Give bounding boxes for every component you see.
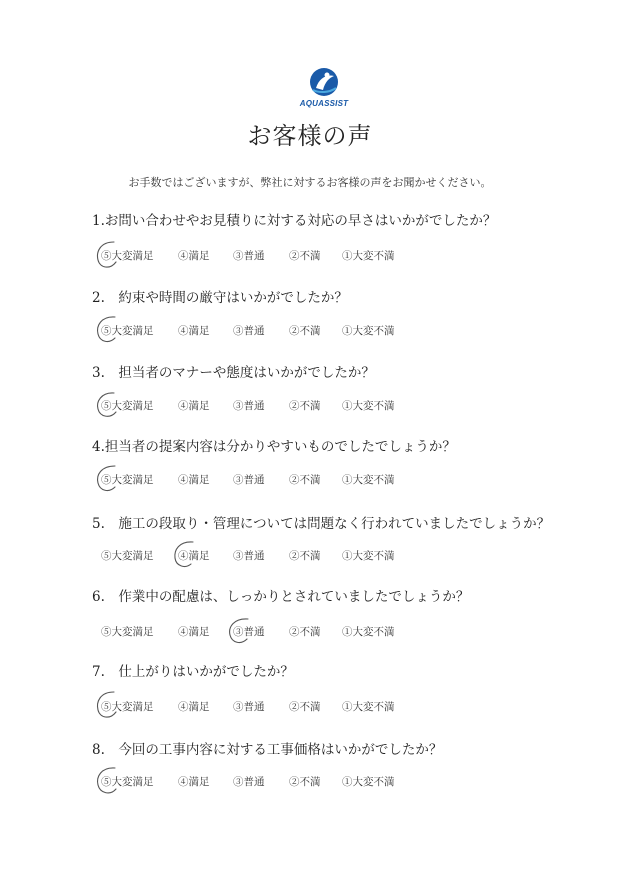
intro-text: お手数ではございますが、弊社に対するお客様の声をお聞かせください。 bbox=[128, 176, 492, 189]
options-row-6 bbox=[0, 624, 620, 644]
option-5[interactable]: ⑤大変満足 bbox=[101, 250, 154, 262]
option-5[interactable]: ⑤大変満足 bbox=[101, 701, 154, 713]
option-3[interactable]: ③普通 bbox=[233, 250, 265, 262]
option-3[interactable]: ③普通 bbox=[233, 325, 265, 337]
option-5[interactable]: ⑤大変満足 bbox=[101, 550, 154, 562]
option-1[interactable]: ①大変不満 bbox=[342, 474, 395, 486]
options-row-4 bbox=[0, 472, 620, 492]
option-1[interactable]: ①大変不満 bbox=[342, 325, 395, 337]
option-2[interactable]: ②不満 bbox=[289, 325, 321, 337]
option-2[interactable]: ②不満 bbox=[289, 400, 321, 412]
option-1[interactable]: ①大変不満 bbox=[342, 626, 395, 638]
option-4[interactable]: ④満足 bbox=[178, 325, 210, 337]
option-3[interactable]: ③普通 bbox=[233, 400, 265, 412]
options-row-1 bbox=[0, 248, 620, 268]
aquassist-logo-icon bbox=[307, 66, 341, 98]
option-5[interactable]: ⑤大変満足 bbox=[101, 776, 154, 788]
options-row-3 bbox=[0, 398, 620, 418]
question-3: 3. 担当者のマナーや態度はいかがでしたか？ bbox=[92, 365, 375, 381]
option-1[interactable]: ①大変不満 bbox=[342, 701, 395, 713]
options-row-5 bbox=[0, 548, 620, 568]
option-4[interactable]: ④満足 bbox=[178, 400, 210, 412]
option-1[interactable]: ①大変不満 bbox=[342, 550, 395, 562]
option-2[interactable]: ②不満 bbox=[289, 626, 321, 638]
question-7: 7. 仕上がりはいかがでしたか？ bbox=[92, 664, 294, 680]
logo-text: AQUASSIST bbox=[299, 99, 349, 108]
question-6: 6. 作業中の配慮は、しっかりとされていましたでしょうか？ bbox=[92, 589, 470, 605]
option-4[interactable]: ④満足 bbox=[178, 626, 210, 638]
question-5: 5. 施工の段取り・管理については問題なく行われていましたでしょうか？ bbox=[92, 516, 551, 532]
option-3[interactable]: ③普通 bbox=[233, 776, 265, 788]
page-title: お客様の声 bbox=[247, 122, 373, 150]
option-3[interactable]: ③普通 bbox=[233, 626, 265, 638]
option-5[interactable]: ⑤大変満足 bbox=[101, 474, 154, 486]
option-2[interactable]: ②不満 bbox=[289, 776, 321, 788]
option-1[interactable]: ①大変不満 bbox=[342, 400, 395, 412]
question-1: 1.お問い合わせやお見積りに対する対応の早さはいかがでしたか？ bbox=[92, 213, 497, 229]
option-4[interactable]: ④満足 bbox=[178, 250, 210, 262]
option-1[interactable]: ①大変不満 bbox=[342, 776, 395, 788]
option-4[interactable]: ④満足 bbox=[178, 474, 210, 486]
options-row-7 bbox=[0, 699, 620, 719]
option-3[interactable]: ③普通 bbox=[233, 474, 265, 486]
question-2: 2. 約束や時間の厳守はいかがでしたか？ bbox=[92, 290, 348, 306]
question-4: 4.担当者の提案内容は分かりやすいものでしたでしょうか？ bbox=[92, 439, 456, 455]
option-3[interactable]: ③普通 bbox=[233, 701, 265, 713]
option-4[interactable]: ④満足 bbox=[178, 550, 210, 562]
option-2[interactable]: ②不満 bbox=[289, 550, 321, 562]
option-2[interactable]: ②不満 bbox=[289, 474, 321, 486]
option-4[interactable]: ④満足 bbox=[178, 701, 210, 713]
option-4[interactable]: ④満足 bbox=[178, 776, 210, 788]
aquassist-logo bbox=[296, 66, 352, 114]
option-3[interactable]: ③普通 bbox=[233, 550, 265, 562]
options-row-2 bbox=[0, 323, 620, 343]
option-5[interactable]: ⑤大変満足 bbox=[101, 400, 154, 412]
option-2[interactable]: ②不満 bbox=[289, 701, 321, 713]
option-2[interactable]: ②不満 bbox=[289, 250, 321, 262]
question-8: 8. 今回の工事内容に対する工事価格はいかがでしたか？ bbox=[92, 742, 443, 758]
option-1[interactable]: ①大変不満 bbox=[342, 250, 395, 262]
option-5[interactable]: ⑤大変満足 bbox=[101, 325, 154, 337]
option-5[interactable]: ⑤大変満足 bbox=[101, 626, 154, 638]
options-row-8 bbox=[0, 774, 620, 794]
